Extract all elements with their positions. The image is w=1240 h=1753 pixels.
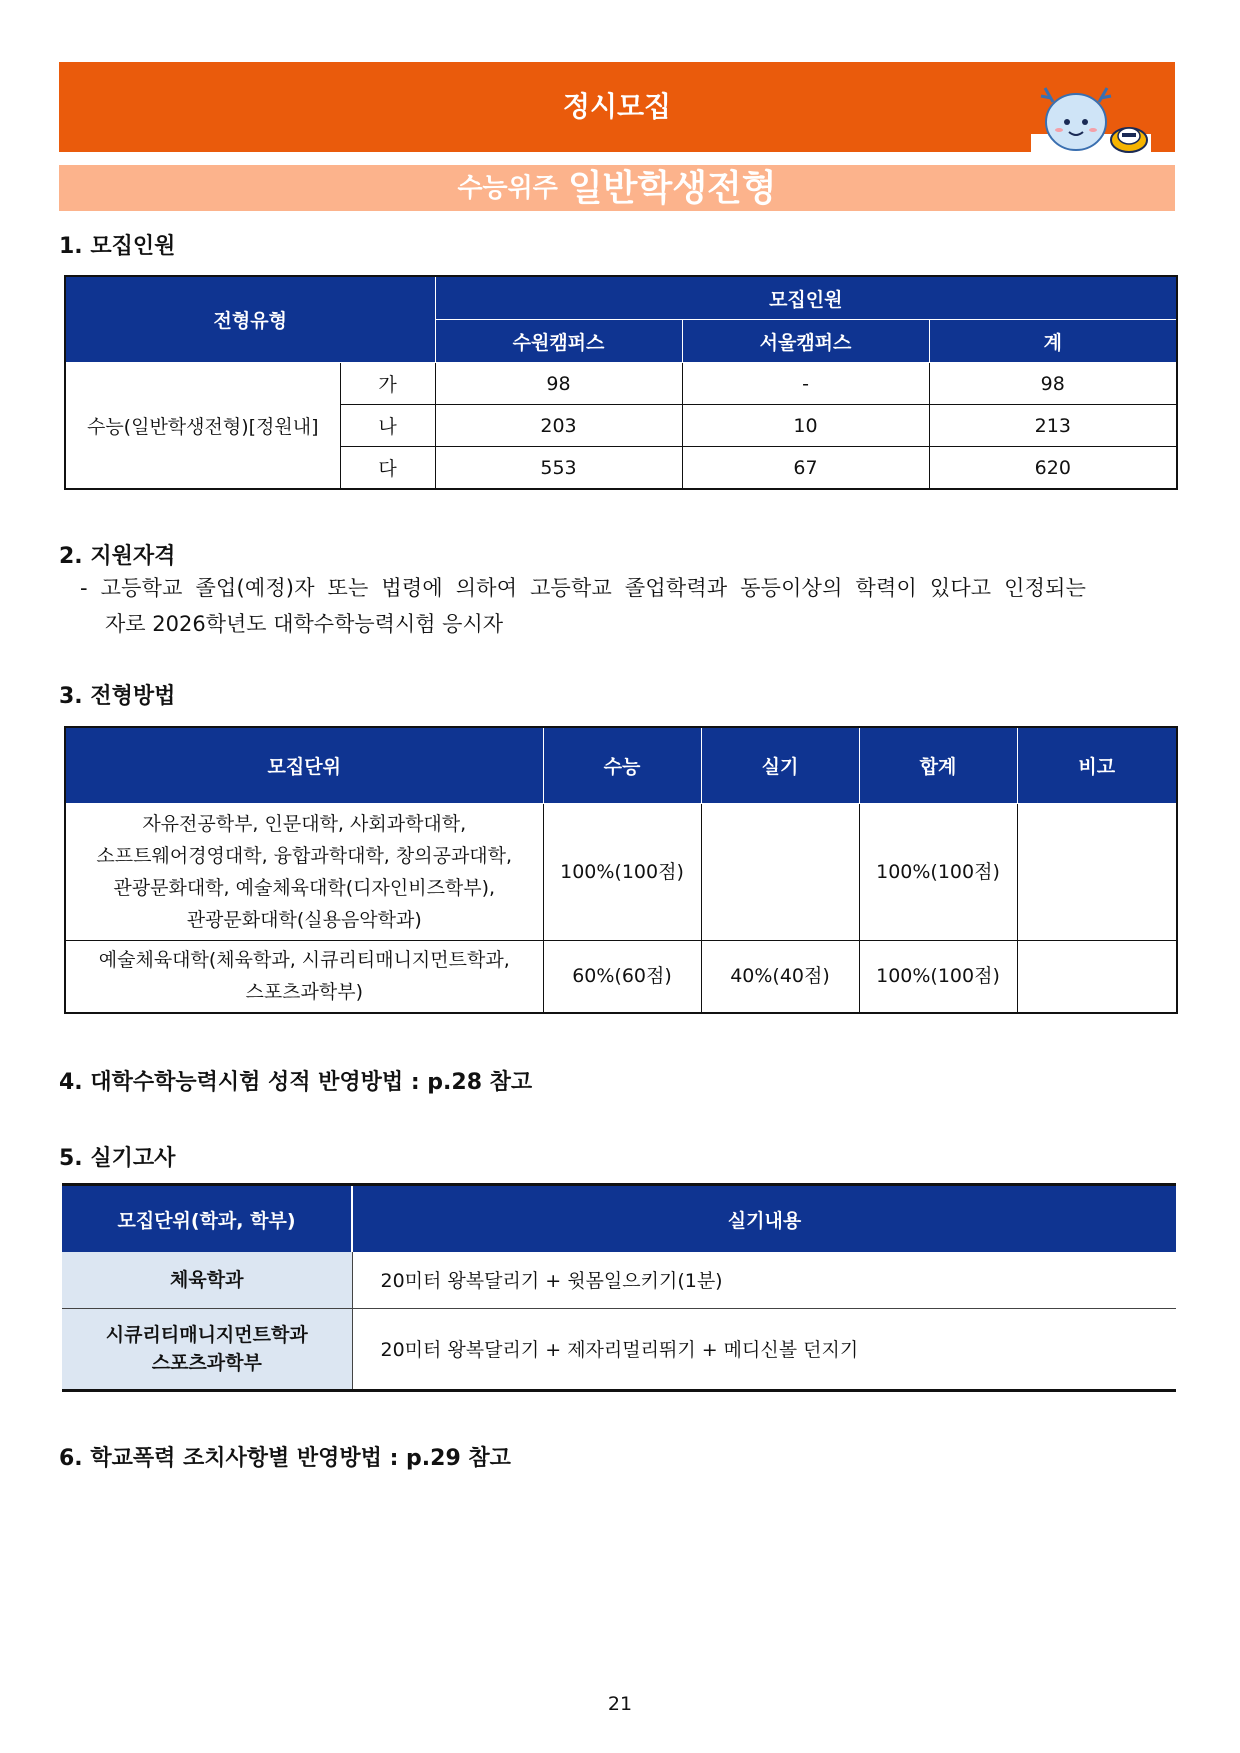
unit-line: 관광문화대학, 예술체육대학(디자인비즈학부), [113,877,496,899]
col-total-header: 계 [929,320,1177,363]
csat-cell: 100%(100점) [543,804,701,941]
content-cell: 20미터 왕복달리기 + 윗몸일으키기(1분) [352,1252,1176,1308]
section1-heading: 1. 모집인원 [59,234,176,259]
group-cell: 다 [340,447,435,490]
csat-cell: 60%(60점) [543,941,701,1013]
mascot-icon [1031,84,1151,154]
sub-banner-title: 일반학생전형 [567,167,777,209]
seoul-cell: 67 [682,447,929,490]
unit-line: 소프트웨어경영대학, 융합과학대학, 창의공과대학, [96,845,513,867]
total-cell: 98 [929,363,1177,405]
unit-cell [62,1308,352,1390]
sub-banner [59,165,1175,211]
group-cell: 나 [340,405,435,447]
note-cell [1017,804,1177,941]
unit-line: 관광문화대학(실용음악학과) [186,909,422,931]
practical-test-table [62,1183,1176,1392]
table-row [62,1252,1176,1308]
title-banner [59,62,1175,152]
suwon-cell: 203 [435,405,682,447]
col-type-header: 전형유형 [65,276,435,363]
col-content-header: 실기내용 [352,1185,1176,1253]
unit-line: 예술체육대학(체육학과, 시큐리티매니지먼트학과, [98,949,510,972]
section5-heading: 5. 실기고사 [59,1146,176,1171]
col-suwon-header: 수원캠퍼스 [435,320,682,363]
seoul-cell: 10 [682,405,929,447]
table-row [62,1308,1176,1390]
col-csat-header: 수능 [543,727,701,804]
sub-banner-label: 수능위주 [457,173,558,204]
col-practical-header: 실기 [701,727,859,804]
unit-line: 스포츠과학부 [151,1351,262,1374]
section2-heading: 2. 지원자격 [59,544,176,569]
type-label-cell: 수능(일반학생전형)[정원내] [65,363,340,490]
suwon-cell: 553 [435,447,682,490]
section6-heading: 6. 학교폭력 조치사항별 반영방법 : p.29 참고 [59,1446,511,1471]
unit-line: 시큐리티매니지먼트학과 [105,1323,308,1346]
section4-heading: 4. 대학수학능력시험 성적 반영방법 : p.28 참고 [59,1070,533,1095]
practical-cell [701,804,859,941]
table-row [65,941,1177,1013]
unit-line: 스포츠과학부) [245,981,364,1004]
suwon-cell: 98 [435,363,682,405]
qualification-line-2: 자로 2026학년도 대학수학능력시험 응시자 [105,612,504,636]
unit-cell: 체육학과 [62,1252,352,1308]
page-title: 정시모집 [562,90,672,123]
col-unit-header: 모집단위 [65,727,543,804]
recruit-count-table [64,275,1178,490]
total-cell: 100%(100점) [859,941,1017,1013]
content-cell: 20미터 왕복달리기 + 제자리멀리뛰기 + 메디신볼 던지기 [352,1308,1176,1390]
total-cell: 620 [929,447,1177,490]
qualification-line-1: - 고등학교 졸업(예정)자 또는 법령에 의하여 고등학교 졸업학력과 동등이상의 학력이 있다고 인정되는 [80,576,1087,600]
section3-heading: 3. 전형방법 [59,684,176,709]
col-note-header: 비고 [1017,727,1177,804]
col-seoul-header: 서울캠퍼스 [682,320,929,363]
table-row [65,363,1177,405]
total-cell: 100%(100점) [859,804,1017,941]
table-row [65,804,1177,941]
unit-line: 자유전공학부, 인문대학, 사회과학대학, [142,813,467,835]
seoul-cell: - [682,363,929,405]
total-cell: 213 [929,405,1177,447]
selection-method-table [64,726,1178,1014]
unit-cell [65,941,543,1013]
page-number: 21 [607,1693,633,1715]
note-cell [1017,941,1177,1013]
practical-cell: 40%(40점) [701,941,859,1013]
col-total-header: 합계 [859,727,1017,804]
col-recruit-header: 모집인원 [435,276,1177,320]
unit-cell [65,804,543,941]
col-unit-header: 모집단위(학과, 학부) [62,1185,352,1253]
group-cell: 가 [340,363,435,405]
